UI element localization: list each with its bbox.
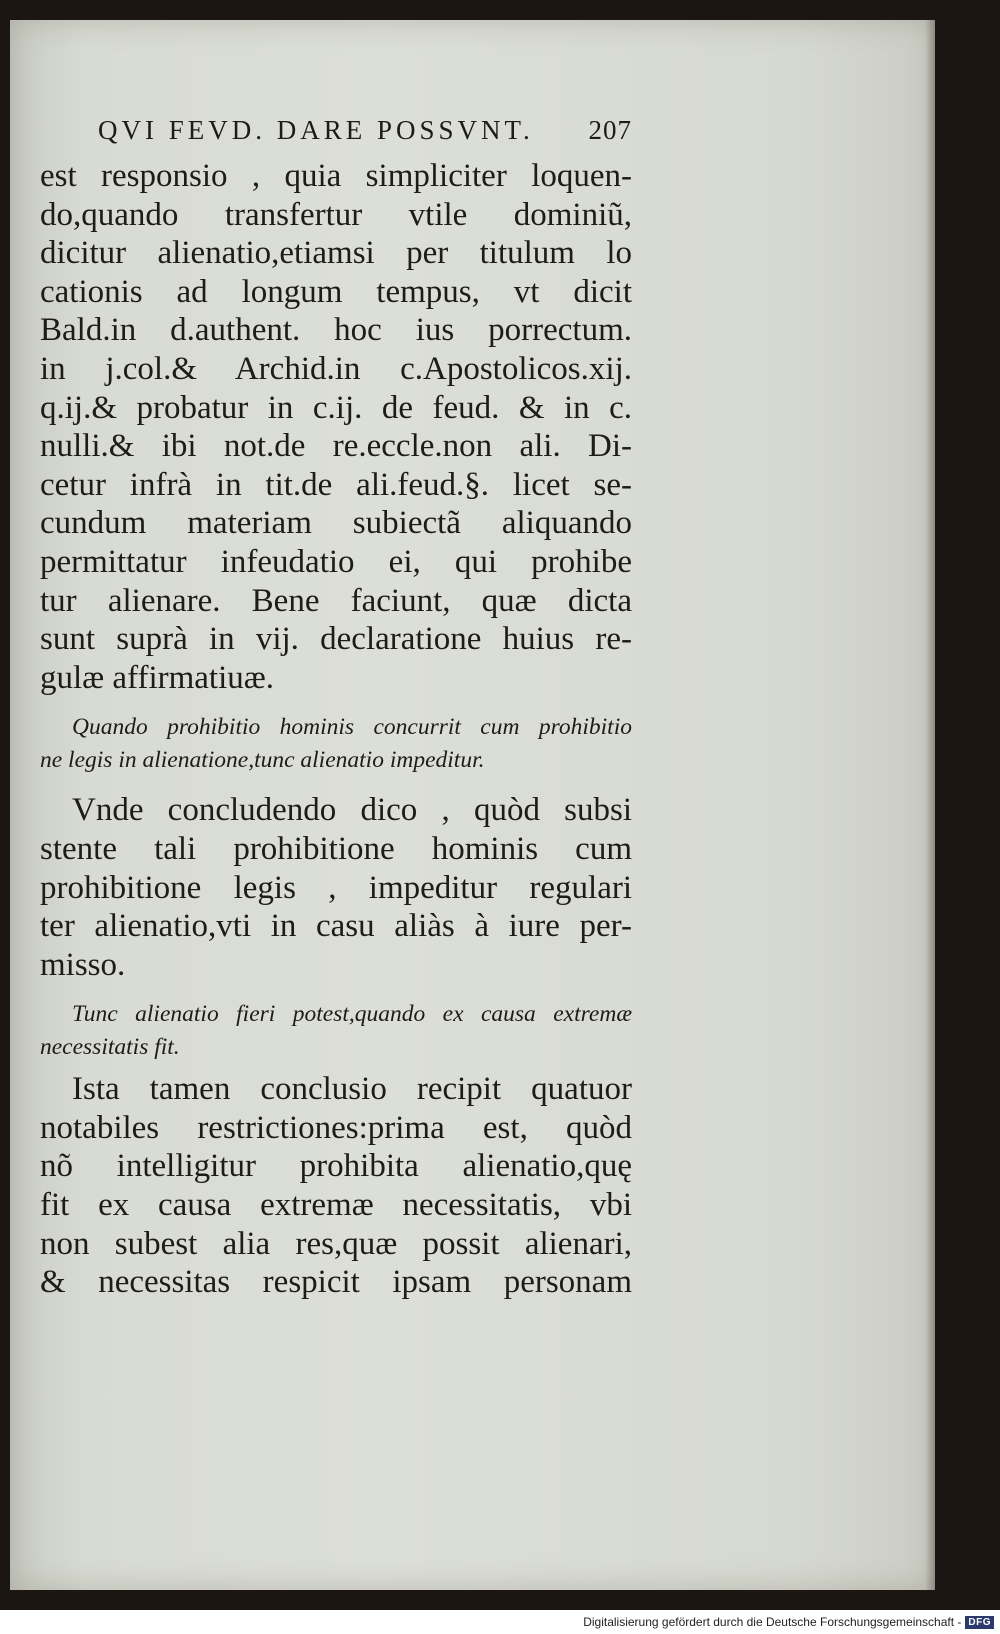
text-line: cundum materiam subiectã aliquando [40, 505, 632, 542]
summary-line: Quando prohibitio hominis concurrit cum prohibitio [72, 714, 632, 741]
paragraph-2 [40, 791, 632, 984]
text-line: & necessitas respicit ipsam personam [40, 1264, 632, 1301]
page-edge-shadow [925, 20, 935, 1590]
text-line: cetur infrà in tit.de ali.feud.§. licet se- [40, 466, 632, 503]
paragraph-1 [40, 157, 632, 697]
text-block [40, 115, 632, 1302]
text-line: gulæ affirmatiuæ. [40, 659, 275, 696]
text-line: tur alienare. Bene faciunt, quæ dicta [40, 582, 632, 619]
footer-credit: Digitalisierung gefördert durch die Deutsche Forschungsgemeinschaft - [583, 1615, 962, 1629]
text-line: misso. [40, 946, 126, 983]
summary-line: ne legis in alienatione,tunc alienatio impeditur. [40, 747, 485, 774]
text-line: notabiles restrictiones:prima est, quòd [40, 1109, 632, 1146]
text-line: do,quando transfertur vtile dominiũ, [40, 196, 632, 233]
text-line: fit ex causa extremæ necessitatis, vbi [40, 1187, 632, 1224]
text-line: nõ intelligitur prohibita alienatio,quę [40, 1148, 632, 1185]
marginal-summary-2 [40, 998, 632, 1064]
digitization-footer [0, 1610, 1000, 1634]
text-line: stente tali prohibitione hominis cum [40, 830, 632, 867]
summary-line: Tunc alienatio fieri potest,quando ex causa extremæ [72, 1001, 632, 1028]
page-number: 207 [588, 115, 632, 145]
text-line: nulli.& ibi not.de re.eccle.non ali. Di- [40, 428, 632, 465]
running-head-title: QVI FEVD. DARE POSSVNT. [98, 115, 534, 145]
text-line: ter alienatio,vti in casu aliàs à iure per- [40, 908, 632, 945]
text-line: Bald.in d.authent. hoc ius porrectum. [40, 312, 632, 349]
marginal-summary-1 [40, 711, 632, 777]
dfg-logo: DFG [965, 1616, 994, 1629]
summary-line: necessitatis fit. [40, 1034, 180, 1061]
text-line: Vnde concludendo dico , quòd subsi [72, 792, 632, 829]
paragraph-3 [40, 1070, 632, 1302]
text-line: cationis ad longum tempus, vt dicit [40, 273, 632, 310]
text-line: prohibitione legis , impeditur regulari [40, 869, 632, 906]
text-line: q.ij.& probatur in c.ij. de feud. & in c. [40, 389, 632, 426]
text-line: sunt suprà in vij. declaratione huius re- [40, 621, 632, 658]
text-line: Ista tamen conclusio recipit quatuor [72, 1071, 632, 1108]
text-line: non subest alia res,quæ possit alienari, [40, 1225, 632, 1262]
text-line: in j.col.& Archid.in c.Apostolicos.xij. [40, 350, 632, 387]
text-line: est responsio , quia simpliciter loquen- [40, 158, 632, 194]
running-head [98, 115, 632, 155]
book-page [10, 20, 935, 1590]
text-line: dicitur alienatio,etiamsi per titulum lo [40, 235, 632, 272]
text-line: permittatur infeudatio ei, qui prohibe [40, 543, 632, 580]
